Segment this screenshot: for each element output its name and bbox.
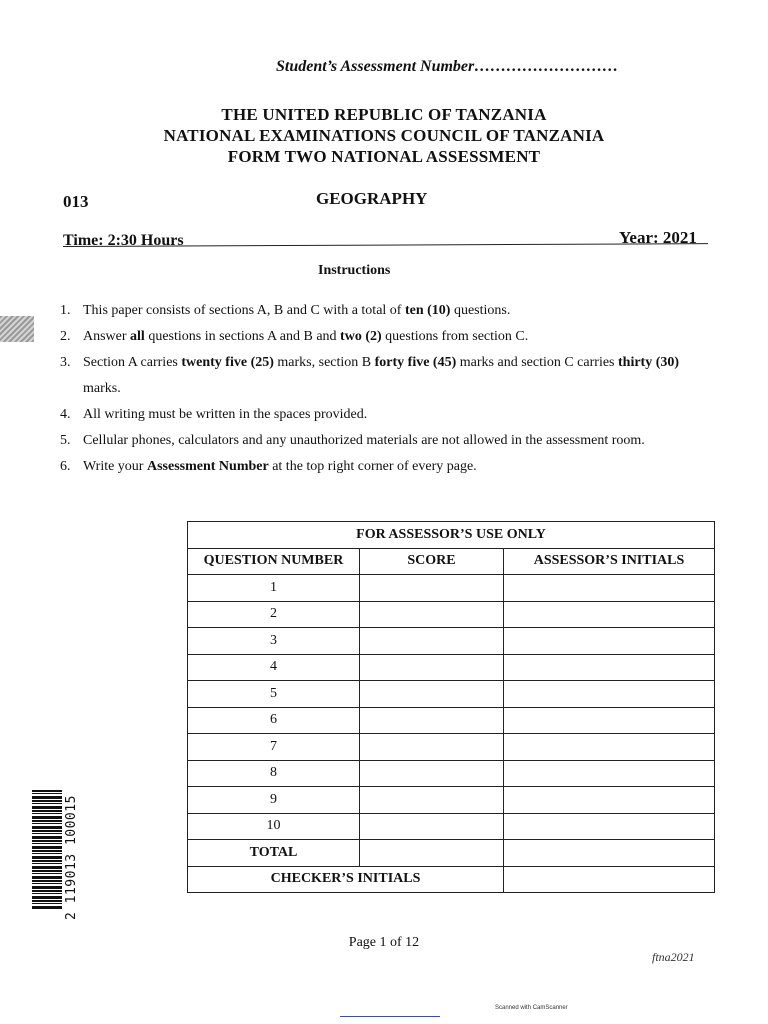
checker-initials-label: CHECKER’S INITIALS	[188, 866, 504, 893]
score-cell[interactable]	[360, 601, 504, 628]
instructions-list	[60, 298, 720, 480]
question-number: 1	[188, 575, 360, 602]
council-heading: NATIONAL EXAMINATIONS COUNCIL OF TANZANIA	[163, 126, 605, 145]
score-cell[interactable]	[360, 707, 504, 734]
question-number: 4	[188, 654, 360, 681]
scan-artifact	[0, 316, 34, 342]
checker-row	[188, 866, 715, 893]
table-row	[188, 707, 715, 734]
instruction-item: 1. This paper consists of sections A, B and C with a total of ten (10) questions.	[60, 303, 511, 318]
initials-cell[interactable]	[504, 813, 715, 840]
instructions-title: Instructions	[318, 263, 391, 278]
question-number: 8	[188, 760, 360, 787]
table-row	[188, 628, 715, 655]
table-row	[188, 813, 715, 840]
question-number: 9	[188, 787, 360, 814]
column-header-score: SCORE	[360, 548, 504, 575]
score-cell[interactable]	[360, 787, 504, 814]
time-allowed: Time: 2:30 Hours	[63, 232, 184, 249]
republic-heading: THE UNITED REPUBLIC OF TANZANIA	[221, 105, 547, 124]
checker-initials-cell[interactable]	[504, 866, 715, 893]
table-title: FOR ASSESSOR’S USE ONLY	[188, 522, 715, 549]
score-cell[interactable]	[360, 628, 504, 655]
initials-cell[interactable]	[504, 654, 715, 681]
score-cell[interactable]	[360, 813, 504, 840]
column-header-question-number: QUESTION NUMBER	[188, 548, 360, 575]
instruction-item: 4. All writing must be written in the spaces provided.	[60, 407, 368, 422]
initials-cell[interactable]	[504, 707, 715, 734]
initials-cell[interactable]	[504, 681, 715, 708]
instruction-item: 2. Answer all questions in sections A and B and two (2) questions from section C.	[60, 329, 529, 344]
barcode	[28, 780, 98, 940]
exam-year: Year: 2021	[619, 228, 697, 247]
question-number: 3	[188, 628, 360, 655]
barcode-number: 2 119013 100015	[64, 795, 79, 920]
question-number: 6	[188, 707, 360, 734]
initials-cell[interactable]	[504, 787, 715, 814]
footer-code: ftna2021	[652, 950, 695, 964]
page-number: Page 1 of 12	[348, 935, 420, 950]
initials-cell[interactable]	[504, 760, 715, 787]
total-score-cell[interactable]	[360, 840, 504, 867]
score-cell[interactable]	[360, 575, 504, 602]
table-row	[188, 760, 715, 787]
table-row	[188, 601, 715, 628]
subject-code: 013	[63, 192, 89, 211]
table-row	[188, 681, 715, 708]
question-number: 2	[188, 601, 360, 628]
scanner-watermark: Scanned with CamScanner	[495, 1005, 568, 1011]
score-cell[interactable]	[360, 734, 504, 761]
assessor-score-table	[187, 521, 715, 893]
total-initials-cell[interactable]	[504, 840, 715, 867]
table-row	[188, 787, 715, 814]
initials-cell[interactable]	[504, 575, 715, 602]
total-row	[188, 840, 715, 867]
student-assessment-number-label: Student’s Assessment Number………………………	[276, 58, 619, 75]
initials-cell[interactable]	[504, 628, 715, 655]
instruction-item: 5. Cellular phones, calculators and any unauthorized materials are not allowed in the assessment room.	[60, 433, 645, 448]
question-number: 7	[188, 734, 360, 761]
score-cell[interactable]	[360, 681, 504, 708]
table-row	[188, 734, 715, 761]
question-number: 5	[188, 681, 360, 708]
assessment-heading: FORM TWO NATIONAL ASSESSMENT	[227, 147, 541, 166]
initials-cell[interactable]	[504, 734, 715, 761]
column-header-assessor-initials: ASSESSOR’S INITIALS	[504, 548, 715, 575]
subject-title: GEOGRAPHY	[316, 189, 428, 208]
total-label: TOTAL	[188, 840, 360, 867]
instruction-item: 6. Write your Assessment Number at the top right corner of every page.	[60, 459, 477, 474]
barcode-bars	[32, 790, 62, 910]
score-cell[interactable]	[360, 654, 504, 681]
score-cell[interactable]	[360, 760, 504, 787]
instruction-item: 3. Section A carries twenty five (25) marks, section B forty five (45) marks and section C carries thirty (30) marks.	[60, 355, 680, 396]
initials-cell[interactable]	[504, 601, 715, 628]
table-row	[188, 575, 715, 602]
question-number: 10	[188, 813, 360, 840]
footer-link-line	[340, 1016, 440, 1017]
table-row	[188, 654, 715, 681]
